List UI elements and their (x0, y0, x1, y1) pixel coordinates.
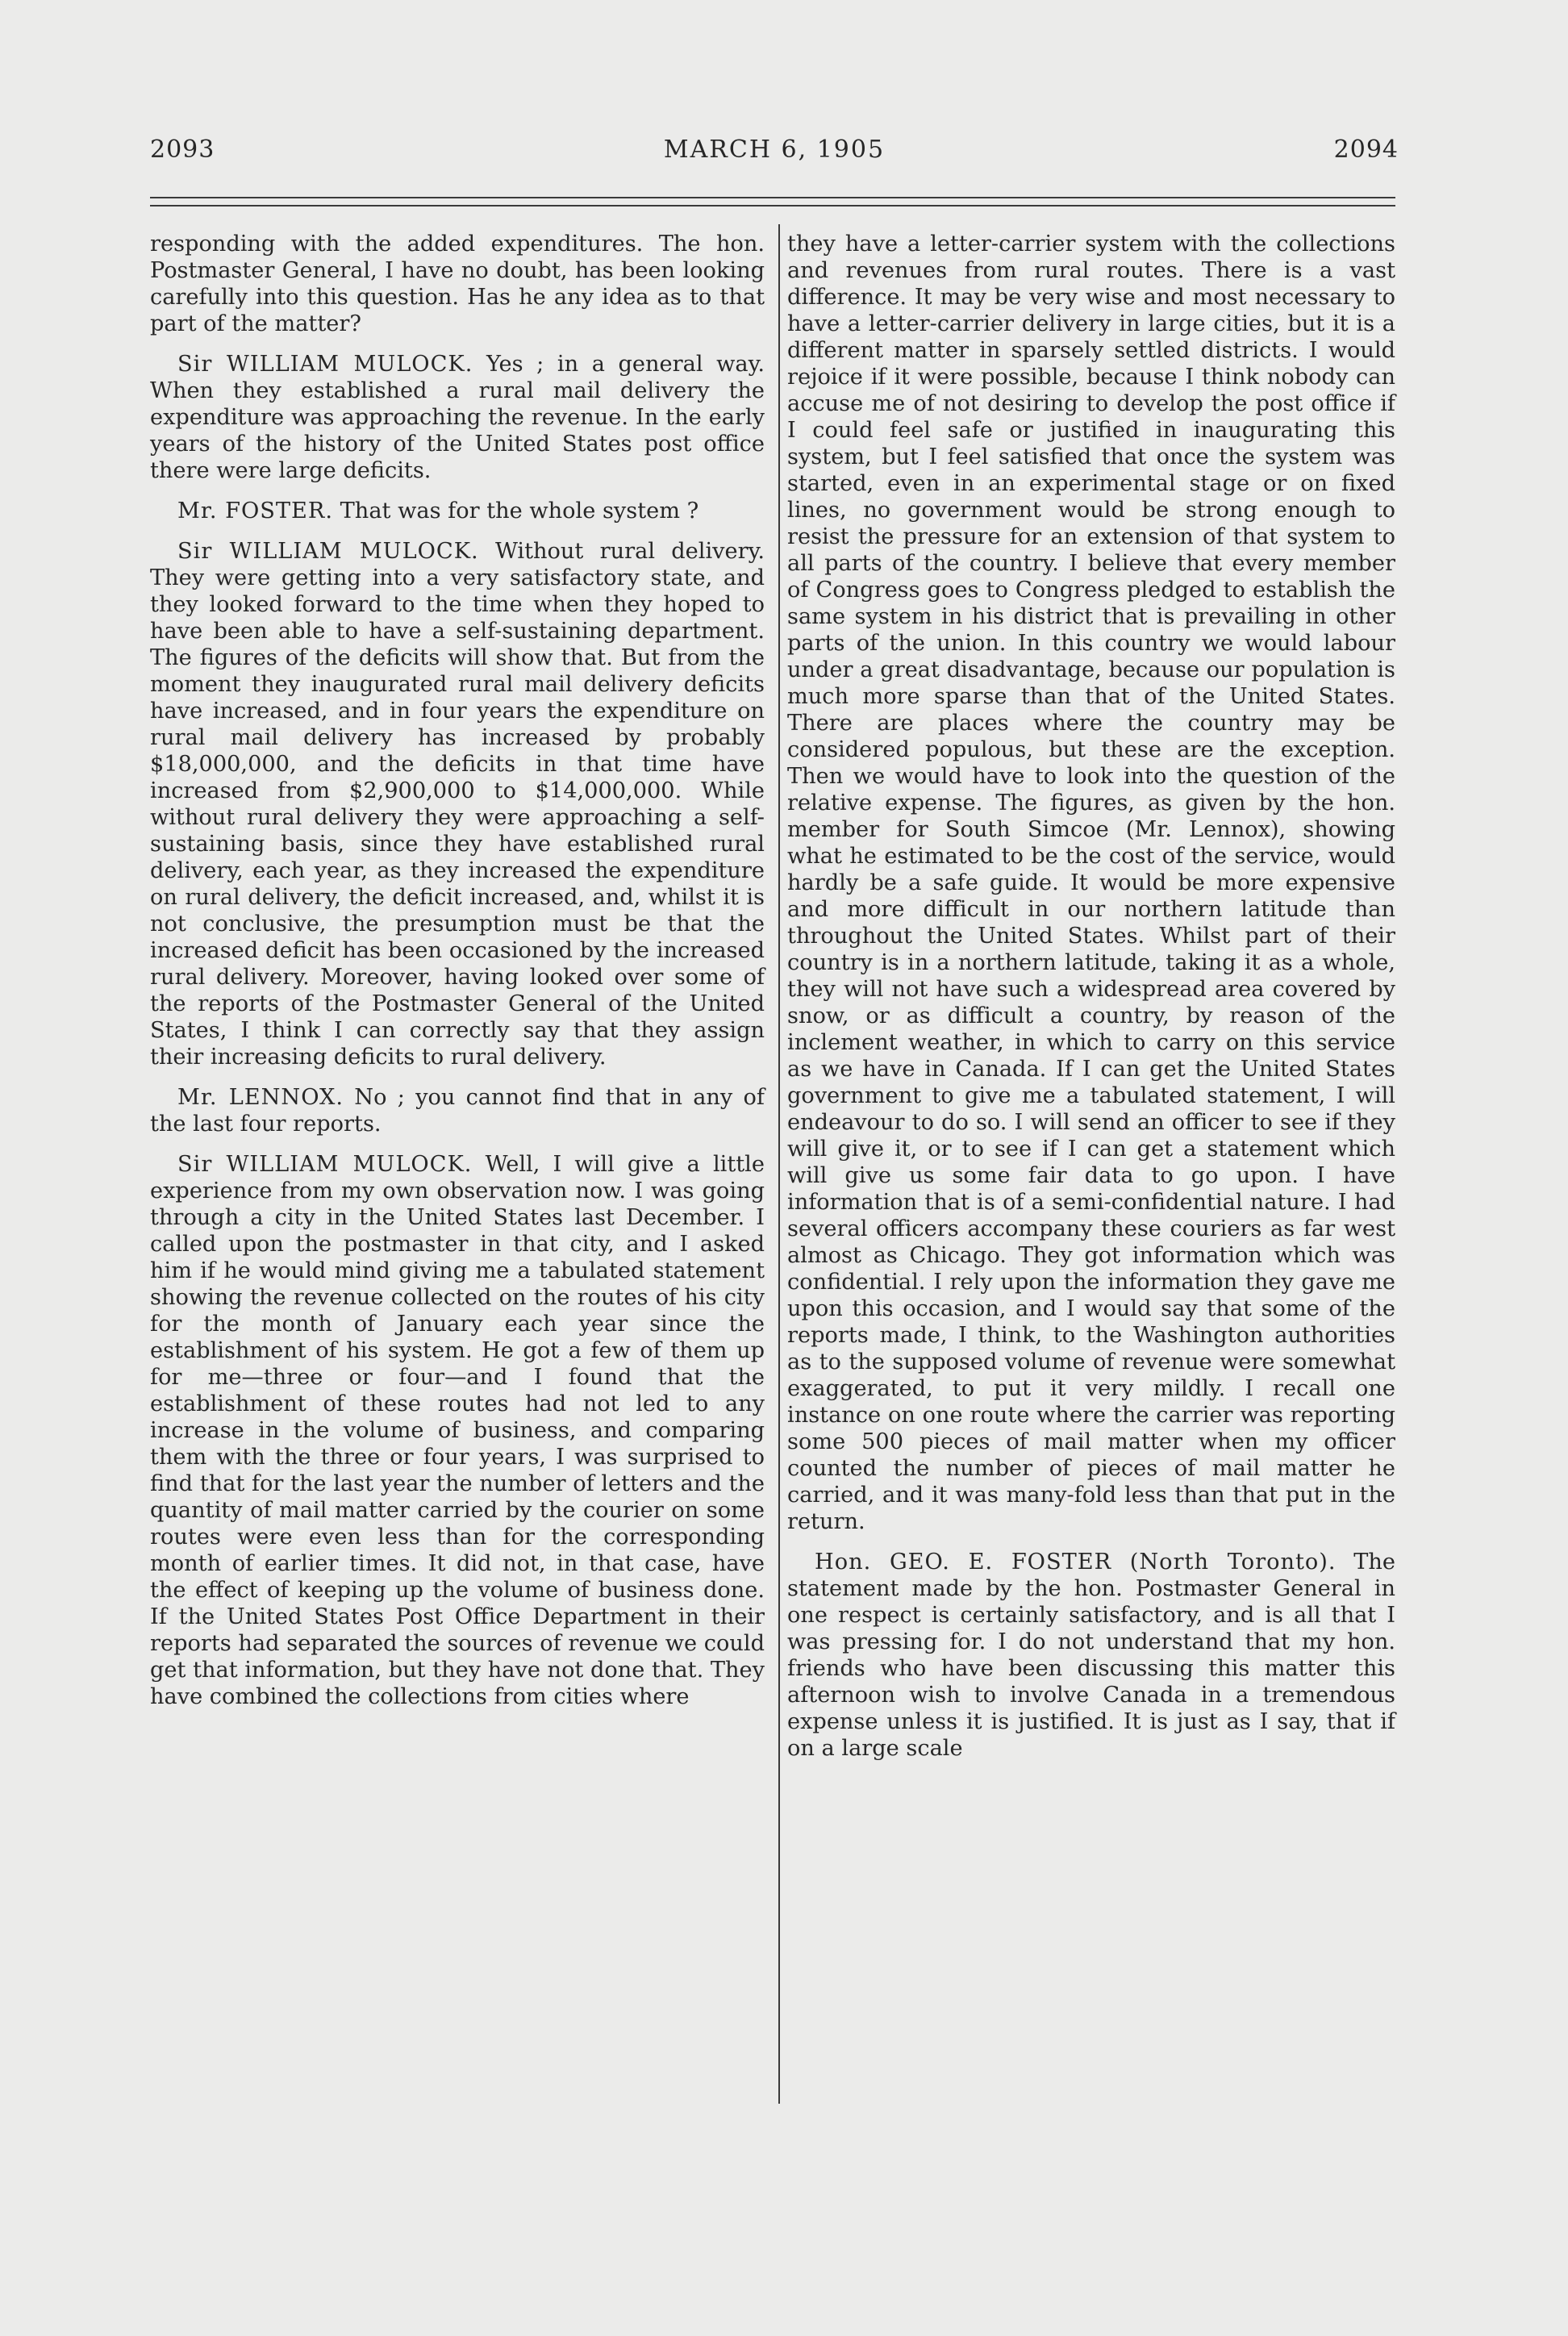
speaker-name: Sir WILLIAM MULOCK. (177, 352, 473, 377)
left-column (150, 231, 765, 1724)
paragraph-text: responding with the added expenditures. The hon. Postmaster General, I have no doubt, has been looking carefully into this question. Has he any idea as to that part of the matter? (150, 232, 765, 336)
paragraph-text: That was for the whole system ? (340, 498, 699, 524)
header-rule-bottom (150, 205, 1395, 206)
paragraph-text: Yes ; in a general way. When they established a rural mail delivery the expenditure was approaching the revenue. In the early years of the history of the United States post office there were large deficits. (150, 352, 765, 483)
paragraph (150, 231, 765, 337)
paragraph (150, 498, 765, 524)
paragraph (150, 1151, 765, 1710)
header-date: MARCH 6, 1905 (663, 136, 886, 164)
right-column (787, 231, 1395, 1775)
page-header (150, 136, 1399, 168)
paragraph (787, 1549, 1395, 1762)
paragraph (787, 231, 1395, 1535)
paragraph-text: The statement made by the hon. Postmaster General in one respect is certainly satisfactory, and is all that I was pressing for. I do not understand that my hon. friends who have been discussing this matter this afternoon wish to involve Canada in a tremendous expense unless it is justified. It is just as I say, that if on a large scale (787, 1550, 1395, 1761)
speaker-name: Sir WILLIAM MULOCK. (177, 539, 479, 564)
paragraph (150, 538, 765, 1070)
page-number-right: 2094 (1333, 136, 1399, 164)
paragraph-text: Without rural delivery. They were getting into a very satisfactory state, and they looked forward to the time when they hoped to have been able to have a self-sustaining department. The figures of the deficits will show that. But from the moment they inaugurated rural mail delivery deficits have increased, and in four years the expenditure on rural mail delivery has increased by probably $18,000,000, and the deficits in that time have increased from $2,900,000 to $14,000,000. While without rural delivery they were approaching a self-sustaining basis, since they have established rural delivery, each year, as they increased the expenditure on rural delivery, the deficit increased, and, whilst it is not conclusive, the presumption must be that the increased deficit has been occasioned by the increased rural delivery. Moreover, having looked over some of the reports of the Postmaster General of the United States, I think I can correctly say that they assign their increasing deficits to rural delivery. (150, 539, 765, 1070)
speaker-name: Mr. FOSTER. (177, 498, 334, 524)
speaker-name: Sir WILLIAM MULOCK. (177, 1152, 473, 1177)
paragraph (150, 351, 765, 484)
column-divider (778, 224, 780, 2104)
speaker-name: Hon. GEO. E. FOSTER (North Toronto). (815, 1550, 1337, 1575)
paragraph-text: Well, I will give a little experience from my own observation now. I was going through a city in the United States last December. I called upon the postmaster in that city, and I asked him if he would mind giving me a tabulated statement showing the revenue collected on the routes of his city for the month of January each year since the establishment of his system. He got a few of them up for me—three or four—and I found that the establishment of these routes had not led to any increase in the volume of business, and comparing them with the three or four years, I was surprised to find that for the last year the number of letters and the quantity of mail matter carried by the courier on some routes were even less than for the corresponding month of earlier times. It did not, in that case, have the effect of keeping up the volume of business done. If the United States Post Office Department in their reports had separated the sources of revenue we could get that information, but they have not done that. They have combined the collections from cities where (150, 1152, 765, 1709)
speaker-name: Mr. LENNOX. (177, 1085, 344, 1110)
page-number-left: 2093 (150, 136, 215, 164)
paragraph (150, 1084, 765, 1137)
paragraph-text: they have a letter-carrier system with the collections and revenues from rural routes. There is a vast difference. It may be very wise and most necessary to have a letter-carrier delivery in large cities, but it is a different matter in sparsely settled districts. I would rejoice if it were possible, because I think nobody can accuse me of not desiring to develop the post office if I could feel safe or justified in inaugurating this system, but I feel satisfied that once the system was started, even in an experimental stage or on fixed lines, no government would be strong enough to resist the pressure for an extension of that system to all parts of the country. I believe that every member of Congress goes to Congress pledged to establish the same system in his district that is prevailing in other parts of the union. In this country we would labour under a great disadvantage, because our population is much more sparse than that of the United States. There are places where the country may be considered populous, but these are the exception. Then we would have to look into the question of the relative expense. The figures, as given by the hon. member for South Simcoe (Mr. Lennox), showing what he estimated to be the cost of the service, would hardly be a safe guide. It would be more expensive and more difficult in our northern latitude than throughout the United States. Whilst part of their country is in a northern latitude, taking it as a whole, they will not have such a widespread area covered by snow, or as difficult a country, by reason of the inclement weather, in which to carry on this service as we have in Canada. If I can get the United States government to give me a tabulated statement, I will endeavour to do so. I will send an officer to see if they will give it, or to see if I can get a statement which will give us some fair data to go upon. I have information that is of a semi-confidential nature. I had several officers accompany these couriers as far west almost as Chicago. They got information which was confidential. I rely upon the information they gave me upon this occasion, and I would say that some of the reports made, I think, to the Washington authorities as to the supposed volume of revenue were somewhat exaggerated, to put it very mildly. I recall one instance on one route where the carrier was reporting some 500 pieces of mail matter when my officer counted the number of pieces of mail matter he carried, and it was many-fold less than that put in the return. (787, 232, 1395, 1534)
paragraph-text: No ; you cannot find that in any of the last four reports. (150, 1085, 765, 1137)
header-rule-top (150, 197, 1395, 198)
